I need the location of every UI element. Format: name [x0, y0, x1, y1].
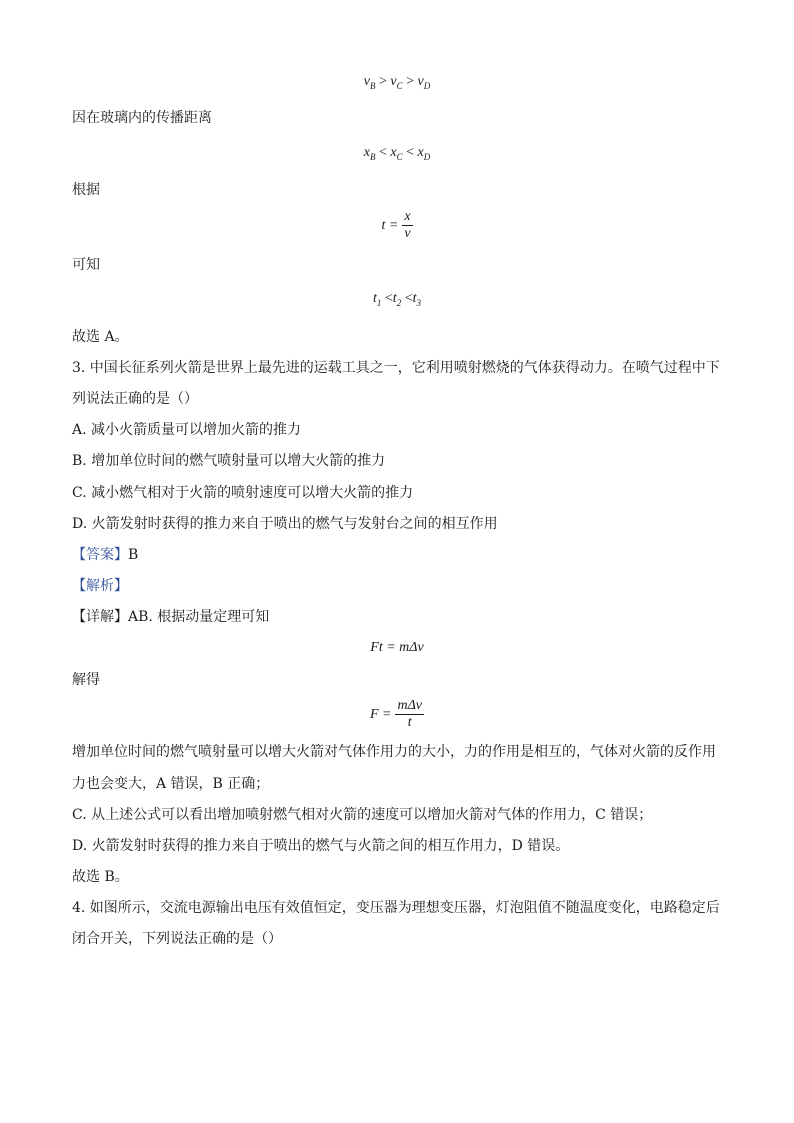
time-inequality: $t_1 <t_2 <t_3$	[373, 291, 421, 308]
answer-value: B	[128, 547, 139, 563]
option-b: B. 增加单位时间的燃气喷射量可以增大火箭的推力	[72, 453, 386, 469]
momentum-formula: Ft = mΔv	[370, 640, 424, 655]
conclusion-line: 故选 B。	[72, 869, 129, 885]
question-4-stem: 4. 如图所示，交流电源输出电压有效值恒定，变压器为理想变压器，灯泡阻值不随温度变化，电路稳定后	[72, 900, 720, 916]
explanation-line: D. 火箭发射时获得的推力来自于喷出的燃气与火箭之间的相互作用力，D 错误。	[72, 838, 570, 854]
explanation-line: 增加单位时间的燃气喷射量可以增大火箭对气体作用力的大小，力的作用是相互的，气体对火箭的反作用	[72, 744, 716, 760]
text-line: 根据	[72, 182, 100, 198]
text-line: 因在玻璃内的传播距离	[72, 110, 212, 126]
force-formula: F = $\frac{\text{mΔv}}{t}$	[369, 698, 423, 730]
time-formula: t = $\frac{x}{v}$	[381, 209, 411, 241]
option-d: D. 火箭发射时获得的推力来自于喷出的燃气与发射台之间的相互作用	[72, 516, 498, 532]
question-4-stem: 闭合开关，下列说法正确的是（）	[72, 931, 282, 947]
velocity-inequality: $v_B > v_C > v_D$	[363, 74, 431, 91]
text-line: 可知	[72, 257, 100, 273]
detail-label: 【详解】	[72, 609, 128, 625]
text-line: 解得	[72, 672, 100, 688]
analysis-label: 【解析】	[72, 578, 128, 594]
detail-line: 【详解】AB. 根据动量定理可知	[72, 609, 270, 625]
option-a: A. 减小火箭质量可以增加火箭的推力	[72, 422, 302, 438]
question-3-stem: 3. 中国长征系列火箭是世界上最先进的运载工具之一，它利用喷射燃烧的气体获得动力。在喷气过程中下	[72, 360, 720, 376]
answer-line	[72, 546, 138, 564]
explanation-line: C. 从上述公式可以看出增加喷射燃气相对火箭的速度可以增加火箭对气体的作用力，C 错误；	[72, 807, 653, 823]
option-c: C. 减小燃气相对于火箭的喷射速度可以增大火箭的推力	[72, 485, 414, 501]
text-line: 故选 A。	[72, 329, 129, 345]
answer-label: 【答案】	[72, 547, 128, 563]
explanation-line: 力也会变大，A 错误，B 正确；	[72, 776, 270, 792]
question-3-stem: 列说法正确的是（）	[72, 391, 198, 407]
distance-inequality: $x_B < x_C < x_D$	[363, 145, 431, 162]
